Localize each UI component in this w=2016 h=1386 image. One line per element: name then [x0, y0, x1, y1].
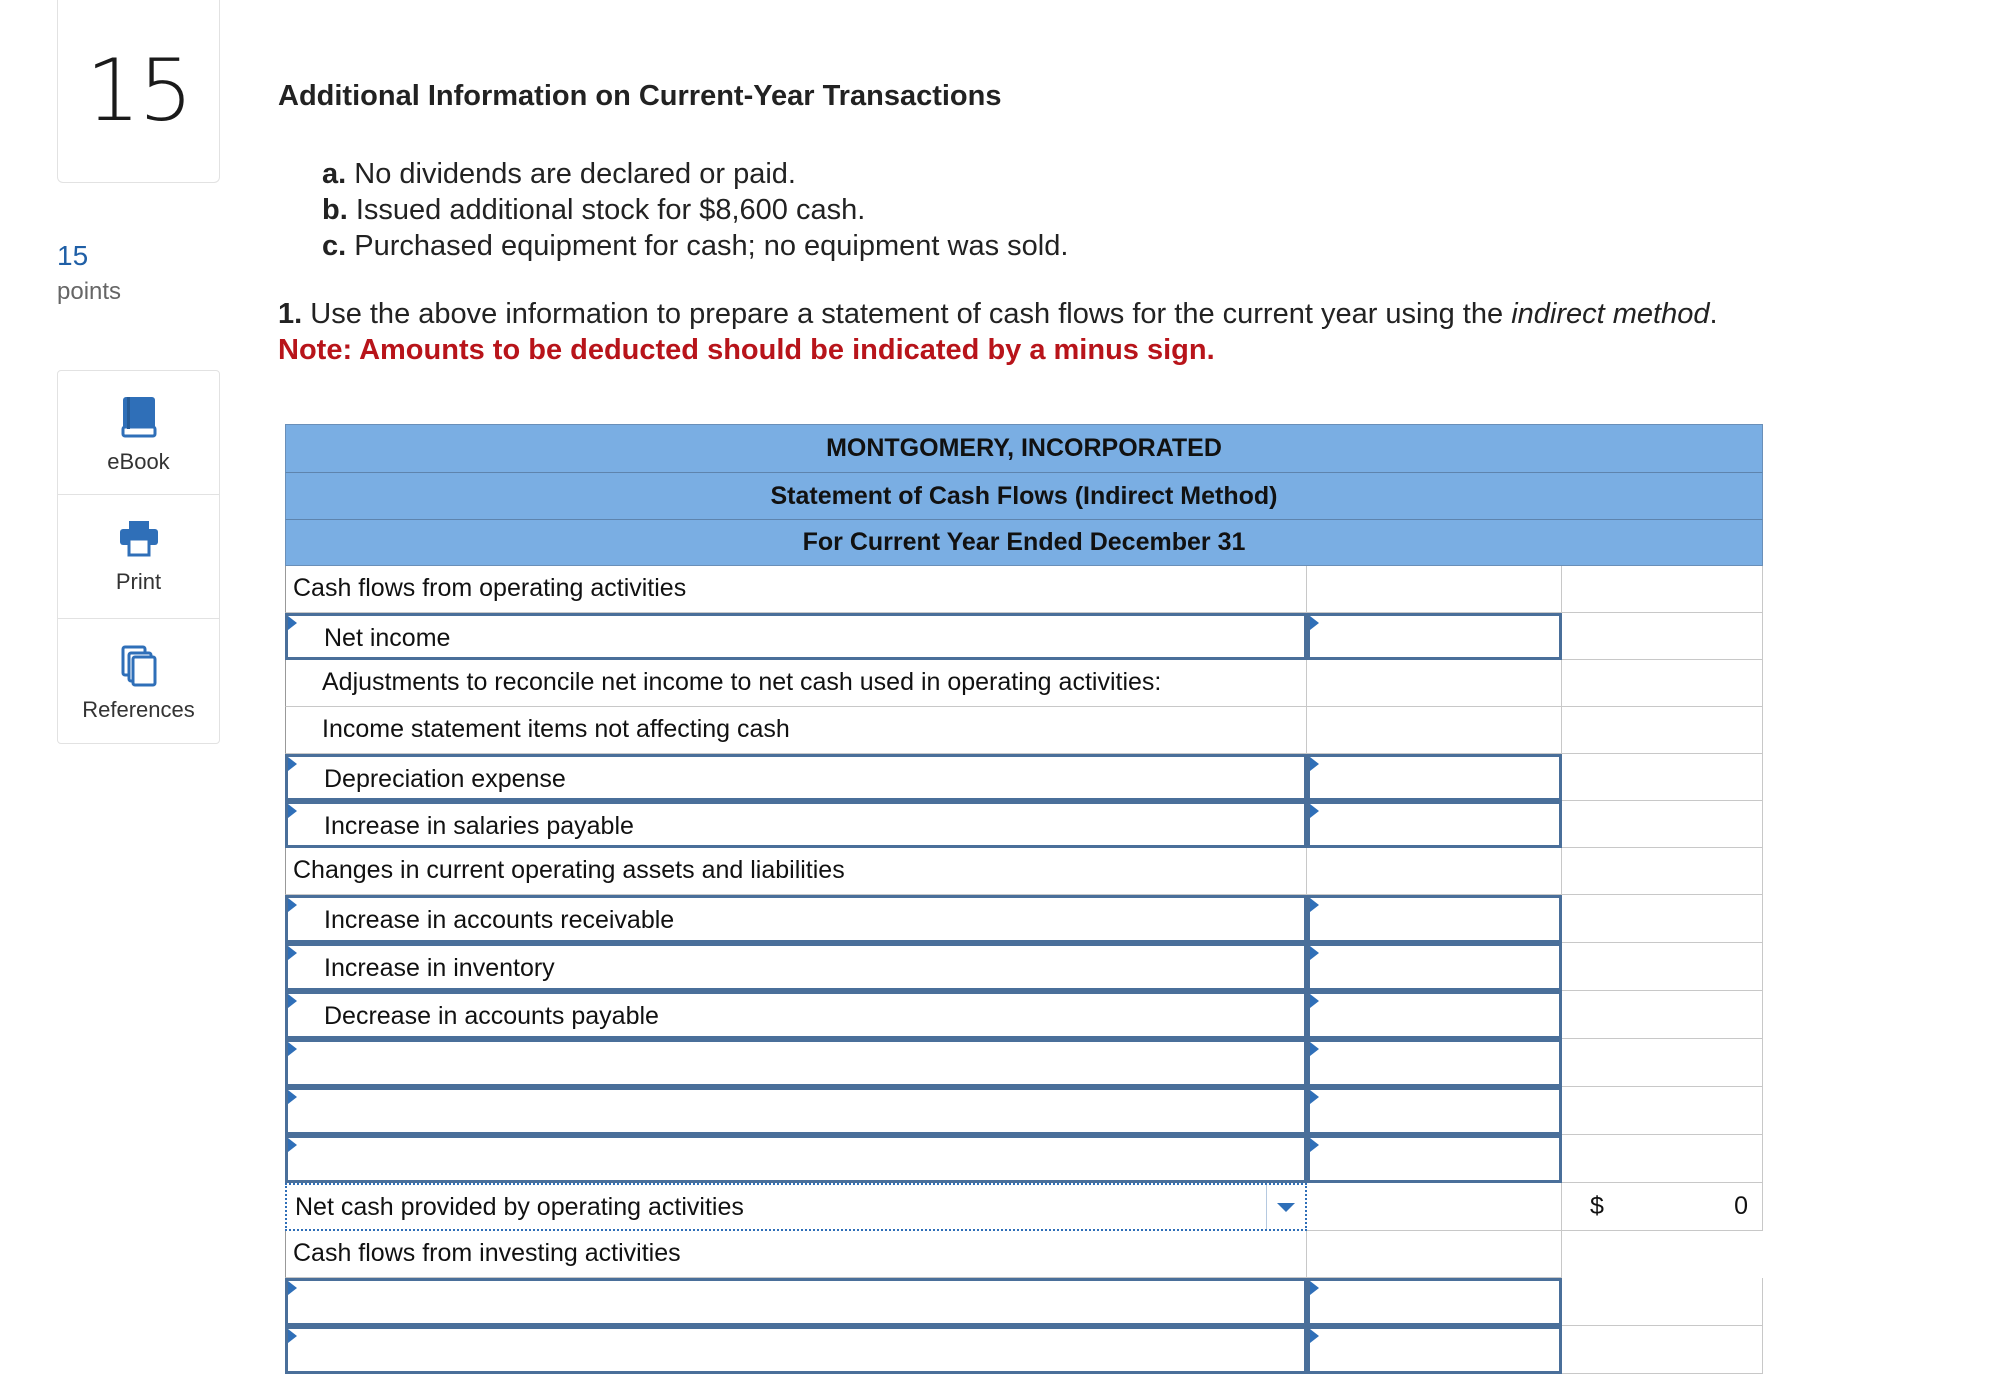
total-value: 0 — [1734, 1192, 1748, 1220]
table-row — [285, 613, 1763, 660]
print-button[interactable] — [58, 495, 219, 619]
info-item-a: a. No dividends are declared or paid. — [322, 158, 796, 190]
additional-info-list — [322, 156, 1068, 264]
blank-label-input[interactable] — [285, 1135, 1307, 1183]
table-row — [285, 1039, 1763, 1087]
table-row — [285, 801, 1763, 848]
statement-title: Statement of Cash Flows (Indirect Method) — [285, 472, 1763, 519]
table-row — [285, 1087, 1763, 1135]
row-label: Changes in current operating assets and liabilities — [293, 856, 845, 884]
table-row — [285, 1135, 1763, 1183]
table-row — [285, 943, 1763, 991]
salaries-amount-input[interactable] — [1307, 801, 1562, 848]
cash-flow-statement — [285, 424, 1763, 1374]
chevron-down-icon[interactable] — [1266, 1185, 1305, 1229]
blank-label-input[interactable] — [285, 1087, 1307, 1135]
net-income-amount-input[interactable] — [1307, 613, 1562, 660]
investing-amount-input[interactable] — [1307, 1326, 1562, 1374]
ebook-label: eBook — [107, 449, 170, 474]
table-row — [285, 754, 1763, 801]
blank-amount-input[interactable] — [1307, 1135, 1562, 1183]
salaries-label-input[interactable]: Increase in salaries payable — [285, 801, 1307, 848]
references-button[interactable] — [58, 619, 219, 743]
inventory-amount-input[interactable] — [1307, 943, 1562, 991]
question-number-box — [57, 0, 220, 183]
investing-label-input[interactable] — [285, 1278, 1307, 1326]
ar-amount-input[interactable] — [1307, 895, 1562, 943]
question-number: 15 — [85, 41, 192, 141]
table-row — [285, 895, 1763, 943]
info-item-b: b. Issued additional stock for $8,600 cash. — [322, 194, 866, 226]
statement-company: MONTGOMERY, INCORPORATED — [285, 424, 1763, 472]
depreciation-amount-input[interactable] — [1307, 754, 1562, 801]
investing-label-input[interactable] — [285, 1326, 1307, 1374]
table-row — [285, 1326, 1763, 1374]
references-label: References — [82, 697, 195, 722]
tool-panel — [57, 370, 220, 744]
table-row — [285, 566, 1763, 613]
points-label: points — [57, 278, 122, 305]
table-row — [285, 1231, 1763, 1278]
table-row — [285, 660, 1763, 707]
ebook-button[interactable] — [58, 371, 219, 495]
row-label: Income statement items not affecting cash — [322, 715, 790, 743]
statement-period: For Current Year Ended December 31 — [285, 519, 1763, 566]
inventory-label-input[interactable]: Increase in inventory — [285, 943, 1307, 991]
table-row — [285, 1278, 1763, 1326]
blank-amount-input[interactable] — [1307, 1087, 1562, 1135]
blank-label-input[interactable] — [285, 1039, 1307, 1087]
depreciation-label-input[interactable]: Depreciation expense — [285, 754, 1307, 801]
ar-label-input[interactable]: Increase in accounts receivable — [285, 895, 1307, 943]
blank-amount-input[interactable] — [1307, 1039, 1562, 1087]
instruction-number: 1. — [278, 298, 303, 330]
points-value: 15 — [57, 240, 89, 271]
table-row — [285, 848, 1763, 895]
instruction-emphasis: indirect method — [1511, 298, 1710, 330]
book-icon — [119, 395, 159, 439]
ap-label-input[interactable]: Decrease in accounts payable — [285, 991, 1307, 1039]
investing-amount-input[interactable] — [1307, 1278, 1562, 1326]
currency-symbol: $ — [1590, 1192, 1604, 1220]
section-heading: Additional Information on Current-Year Transactions — [278, 80, 1002, 112]
row-label: Cash flows from operating activities — [293, 574, 687, 602]
copies-icon — [119, 643, 159, 687]
net-operating-total — [1562, 1183, 1763, 1231]
print-label: Print — [115, 569, 162, 594]
table-row — [285, 707, 1763, 754]
ap-amount-input[interactable] — [1307, 991, 1562, 1039]
printer-icon — [118, 519, 160, 559]
net-income-label-input[interactable]: Net income — [285, 613, 1307, 660]
net-operating-select[interactable]: Net cash provided by operating activities — [285, 1183, 1307, 1231]
instruction-text: Use the above information to prepare a statement of cash flows for the current year using the — [310, 298, 1512, 330]
info-item-c: c. Purchased equipment for cash; no equipment was sold. — [322, 230, 1069, 262]
table-row — [285, 1183, 1763, 1231]
row-label: Adjustments to reconcile net income to net cash used in operating activities: — [322, 668, 1162, 696]
instruction-note: Note: Amounts to be deducted should be indicated by a minus sign. — [278, 334, 1215, 366]
instruction: 1. Use the above information to prepare a statement of cash flows for the current year using the indirect method. Note: Amounts to be deducted should be indicated by a minus sign. — [278, 296, 1978, 368]
row-label: Cash flows from investing activities — [293, 1239, 681, 1267]
table-row — [285, 991, 1763, 1039]
